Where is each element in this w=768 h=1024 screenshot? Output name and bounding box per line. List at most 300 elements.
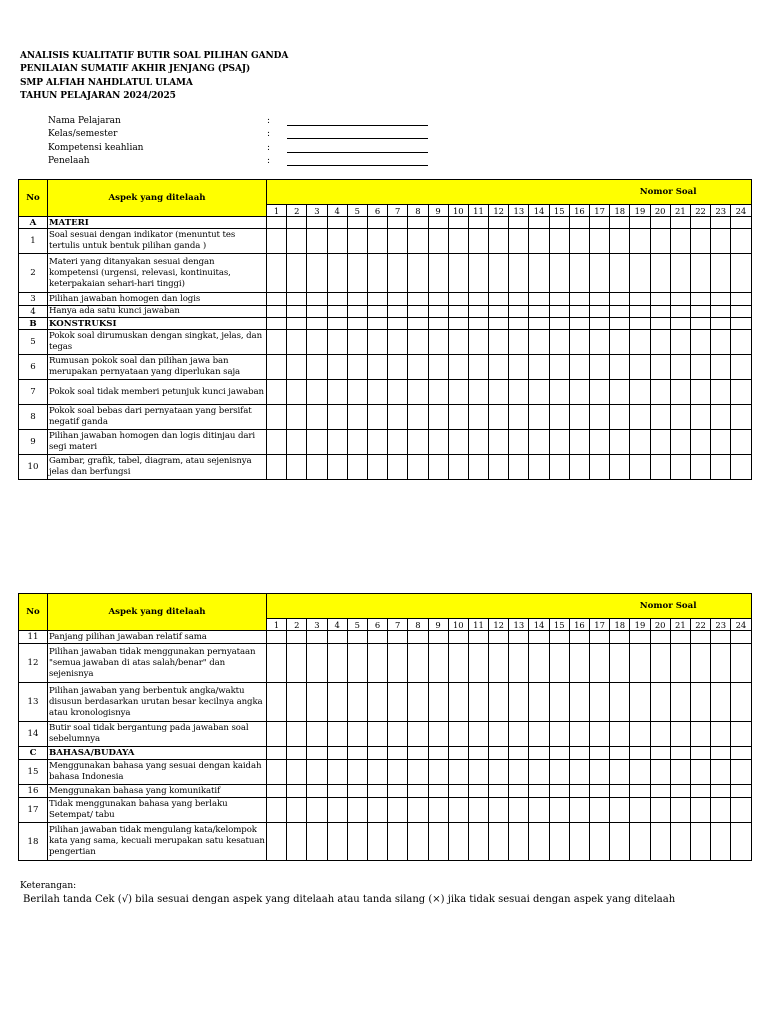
check-cell[interactable] bbox=[509, 644, 529, 683]
check-cell[interactable] bbox=[670, 798, 690, 823]
check-cell[interactable] bbox=[468, 722, 488, 747]
check-cell[interactable] bbox=[307, 631, 327, 644]
check-cell[interactable] bbox=[731, 229, 751, 254]
check-cell[interactable] bbox=[448, 293, 468, 306]
check-cell[interactable] bbox=[489, 318, 509, 330]
check-cell[interactable] bbox=[569, 798, 589, 823]
check-cell[interactable] bbox=[489, 405, 509, 430]
check-cell[interactable] bbox=[347, 405, 367, 430]
check-cell[interactable] bbox=[287, 229, 307, 254]
check-cell[interactable] bbox=[267, 823, 287, 861]
check-cell[interactable] bbox=[267, 293, 287, 306]
check-cell[interactable] bbox=[731, 355, 751, 380]
check-cell[interactable] bbox=[327, 217, 347, 229]
check-cell[interactable] bbox=[448, 644, 468, 683]
check-cell[interactable] bbox=[347, 330, 367, 355]
check-cell[interactable] bbox=[307, 293, 327, 306]
check-cell[interactable] bbox=[267, 798, 287, 823]
check-cell[interactable] bbox=[711, 722, 731, 747]
check-cell[interactable] bbox=[408, 644, 428, 683]
check-cell[interactable] bbox=[529, 380, 549, 405]
check-cell[interactable] bbox=[569, 683, 589, 722]
check-cell[interactable] bbox=[267, 430, 287, 455]
check-cell[interactable] bbox=[468, 318, 488, 330]
check-cell[interactable] bbox=[468, 747, 488, 760]
check-cell[interactable] bbox=[690, 330, 710, 355]
check-cell[interactable] bbox=[287, 405, 307, 430]
check-cell[interactable] bbox=[630, 380, 650, 405]
check-cell[interactable] bbox=[610, 455, 630, 480]
check-cell[interactable] bbox=[610, 217, 630, 229]
check-cell[interactable] bbox=[549, 798, 569, 823]
check-cell[interactable] bbox=[529, 722, 549, 747]
check-cell[interactable] bbox=[367, 760, 387, 785]
check-cell[interactable] bbox=[650, 722, 670, 747]
check-cell[interactable] bbox=[448, 254, 468, 293]
check-cell[interactable] bbox=[590, 330, 610, 355]
check-cell[interactable] bbox=[489, 785, 509, 798]
check-cell[interactable] bbox=[670, 217, 690, 229]
check-cell[interactable] bbox=[327, 785, 347, 798]
check-cell[interactable] bbox=[347, 798, 367, 823]
check-cell[interactable] bbox=[711, 380, 731, 405]
check-cell[interactable] bbox=[731, 380, 751, 405]
check-cell[interactable] bbox=[509, 785, 529, 798]
check-cell[interactable] bbox=[327, 644, 347, 683]
check-cell[interactable] bbox=[347, 631, 367, 644]
check-cell[interactable] bbox=[267, 747, 287, 760]
check-cell[interactable] bbox=[327, 330, 347, 355]
check-cell[interactable] bbox=[307, 760, 327, 785]
check-cell[interactable] bbox=[569, 722, 589, 747]
check-cell[interactable] bbox=[489, 722, 509, 747]
check-cell[interactable] bbox=[388, 217, 408, 229]
check-cell[interactable] bbox=[670, 760, 690, 785]
check-cell[interactable] bbox=[287, 293, 307, 306]
check-cell[interactable] bbox=[731, 760, 751, 785]
check-cell[interactable] bbox=[489, 631, 509, 644]
check-cell[interactable] bbox=[569, 405, 589, 430]
check-cell[interactable] bbox=[650, 293, 670, 306]
check-cell[interactable] bbox=[650, 405, 670, 430]
check-cell[interactable] bbox=[690, 823, 710, 861]
check-cell[interactable] bbox=[529, 229, 549, 254]
check-cell[interactable] bbox=[549, 405, 569, 430]
check-cell[interactable] bbox=[549, 455, 569, 480]
check-cell[interactable] bbox=[690, 229, 710, 254]
check-cell[interactable] bbox=[529, 455, 549, 480]
check-cell[interactable] bbox=[347, 355, 367, 380]
check-cell[interactable] bbox=[650, 380, 670, 405]
check-cell[interactable] bbox=[307, 405, 327, 430]
check-cell[interactable] bbox=[529, 430, 549, 455]
check-cell[interactable] bbox=[549, 644, 569, 683]
check-cell[interactable] bbox=[267, 229, 287, 254]
check-cell[interactable] bbox=[549, 330, 569, 355]
check-cell[interactable] bbox=[367, 631, 387, 644]
check-cell[interactable] bbox=[428, 380, 448, 405]
check-cell[interactable] bbox=[448, 798, 468, 823]
check-cell[interactable] bbox=[428, 430, 448, 455]
check-cell[interactable] bbox=[711, 631, 731, 644]
check-cell[interactable] bbox=[448, 330, 468, 355]
check-cell[interactable] bbox=[529, 683, 549, 722]
check-cell[interactable] bbox=[610, 631, 630, 644]
check-cell[interactable] bbox=[590, 631, 610, 644]
check-cell[interactable] bbox=[307, 229, 327, 254]
check-cell[interactable] bbox=[670, 430, 690, 455]
check-cell[interactable] bbox=[428, 823, 448, 861]
check-cell[interactable] bbox=[388, 747, 408, 760]
check-cell[interactable] bbox=[428, 355, 448, 380]
check-cell[interactable] bbox=[327, 823, 347, 861]
check-cell[interactable] bbox=[569, 330, 589, 355]
check-cell[interactable] bbox=[731, 747, 751, 760]
check-cell[interactable] bbox=[267, 330, 287, 355]
check-cell[interactable] bbox=[448, 217, 468, 229]
check-cell[interactable] bbox=[287, 355, 307, 380]
check-cell[interactable] bbox=[388, 330, 408, 355]
check-cell[interactable] bbox=[670, 254, 690, 293]
check-cell[interactable] bbox=[509, 722, 529, 747]
check-cell[interactable] bbox=[327, 631, 347, 644]
check-cell[interactable] bbox=[630, 722, 650, 747]
check-cell[interactable] bbox=[690, 430, 710, 455]
check-cell[interactable] bbox=[590, 785, 610, 798]
check-cell[interactable] bbox=[590, 380, 610, 405]
check-cell[interactable] bbox=[489, 430, 509, 455]
check-cell[interactable] bbox=[650, 430, 670, 455]
check-cell[interactable] bbox=[549, 306, 569, 318]
check-cell[interactable] bbox=[408, 318, 428, 330]
check-cell[interactable] bbox=[489, 683, 509, 722]
check-cell[interactable] bbox=[307, 722, 327, 747]
check-cell[interactable] bbox=[347, 318, 367, 330]
check-cell[interactable] bbox=[711, 254, 731, 293]
check-cell[interactable] bbox=[428, 229, 448, 254]
check-cell[interactable] bbox=[590, 644, 610, 683]
check-cell[interactable] bbox=[408, 217, 428, 229]
check-cell[interactable] bbox=[327, 306, 347, 318]
check-cell[interactable] bbox=[267, 380, 287, 405]
check-cell[interactable] bbox=[287, 823, 307, 861]
check-cell[interactable] bbox=[549, 293, 569, 306]
check-cell[interactable] bbox=[711, 785, 731, 798]
check-cell[interactable] bbox=[650, 229, 670, 254]
check-cell[interactable] bbox=[347, 430, 367, 455]
check-cell[interactable] bbox=[509, 823, 529, 861]
check-cell[interactable] bbox=[630, 823, 650, 861]
check-cell[interactable] bbox=[448, 823, 468, 861]
check-cell[interactable] bbox=[388, 380, 408, 405]
check-cell[interactable] bbox=[670, 318, 690, 330]
check-cell[interactable] bbox=[347, 722, 367, 747]
check-cell[interactable] bbox=[428, 455, 448, 480]
check-cell[interactable] bbox=[408, 380, 428, 405]
check-cell[interactable] bbox=[327, 293, 347, 306]
check-cell[interactable] bbox=[529, 798, 549, 823]
check-cell[interactable] bbox=[347, 683, 367, 722]
check-cell[interactable] bbox=[468, 405, 488, 430]
check-cell[interactable] bbox=[549, 217, 569, 229]
check-cell[interactable] bbox=[307, 318, 327, 330]
check-cell[interactable] bbox=[327, 380, 347, 405]
check-cell[interactable] bbox=[569, 644, 589, 683]
check-cell[interactable] bbox=[731, 631, 751, 644]
check-cell[interactable] bbox=[690, 644, 710, 683]
check-cell[interactable] bbox=[650, 760, 670, 785]
check-cell[interactable] bbox=[731, 455, 751, 480]
check-cell[interactable] bbox=[489, 355, 509, 380]
check-cell[interactable] bbox=[711, 355, 731, 380]
check-cell[interactable] bbox=[690, 293, 710, 306]
check-cell[interactable] bbox=[448, 229, 468, 254]
check-cell[interactable] bbox=[569, 785, 589, 798]
check-cell[interactable] bbox=[388, 405, 408, 430]
check-cell[interactable] bbox=[630, 785, 650, 798]
check-cell[interactable] bbox=[590, 747, 610, 760]
check-cell[interactable] bbox=[428, 330, 448, 355]
check-cell[interactable] bbox=[529, 631, 549, 644]
check-cell[interactable] bbox=[408, 631, 428, 644]
check-cell[interactable] bbox=[650, 683, 670, 722]
check-cell[interactable] bbox=[569, 430, 589, 455]
check-cell[interactable] bbox=[670, 683, 690, 722]
check-cell[interactable] bbox=[428, 785, 448, 798]
check-cell[interactable] bbox=[670, 785, 690, 798]
check-cell[interactable] bbox=[590, 355, 610, 380]
check-cell[interactable] bbox=[650, 747, 670, 760]
check-cell[interactable] bbox=[448, 430, 468, 455]
check-cell[interactable] bbox=[610, 722, 630, 747]
check-cell[interactable] bbox=[690, 722, 710, 747]
check-cell[interactable] bbox=[731, 405, 751, 430]
check-cell[interactable] bbox=[367, 293, 387, 306]
check-cell[interactable] bbox=[711, 823, 731, 861]
check-cell[interactable] bbox=[529, 306, 549, 318]
check-cell[interactable] bbox=[670, 722, 690, 747]
check-cell[interactable] bbox=[650, 798, 670, 823]
check-cell[interactable] bbox=[347, 217, 367, 229]
check-cell[interactable] bbox=[468, 330, 488, 355]
check-cell[interactable] bbox=[509, 217, 529, 229]
check-cell[interactable] bbox=[630, 318, 650, 330]
check-cell[interactable] bbox=[347, 380, 367, 405]
check-cell[interactable] bbox=[590, 229, 610, 254]
check-cell[interactable] bbox=[590, 405, 610, 430]
check-cell[interactable] bbox=[630, 229, 650, 254]
check-cell[interactable] bbox=[509, 293, 529, 306]
check-cell[interactable] bbox=[610, 798, 630, 823]
check-cell[interactable] bbox=[408, 355, 428, 380]
check-cell[interactable] bbox=[468, 760, 488, 785]
check-cell[interactable] bbox=[428, 747, 448, 760]
check-cell[interactable] bbox=[468, 380, 488, 405]
check-cell[interactable] bbox=[367, 722, 387, 747]
check-cell[interactable] bbox=[327, 683, 347, 722]
check-cell[interactable] bbox=[690, 785, 710, 798]
check-cell[interactable] bbox=[590, 823, 610, 861]
check-cell[interactable] bbox=[408, 430, 428, 455]
check-cell[interactable] bbox=[569, 631, 589, 644]
check-cell[interactable] bbox=[610, 823, 630, 861]
check-cell[interactable] bbox=[388, 798, 408, 823]
check-cell[interactable] bbox=[408, 798, 428, 823]
check-cell[interactable] bbox=[327, 798, 347, 823]
check-cell[interactable] bbox=[711, 330, 731, 355]
check-cell[interactable] bbox=[489, 380, 509, 405]
check-cell[interactable] bbox=[630, 330, 650, 355]
check-cell[interactable] bbox=[529, 355, 549, 380]
check-cell[interactable] bbox=[731, 798, 751, 823]
check-cell[interactable] bbox=[468, 785, 488, 798]
check-cell[interactable] bbox=[347, 760, 367, 785]
check-cell[interactable] bbox=[267, 405, 287, 430]
check-cell[interactable] bbox=[307, 644, 327, 683]
check-cell[interactable] bbox=[428, 760, 448, 785]
check-cell[interactable] bbox=[590, 430, 610, 455]
check-cell[interactable] bbox=[549, 254, 569, 293]
check-cell[interactable] bbox=[690, 747, 710, 760]
check-cell[interactable] bbox=[367, 747, 387, 760]
check-cell[interactable] bbox=[267, 355, 287, 380]
check-cell[interactable] bbox=[630, 455, 650, 480]
check-cell[interactable] bbox=[267, 217, 287, 229]
check-cell[interactable] bbox=[610, 760, 630, 785]
check-cell[interactable] bbox=[690, 318, 710, 330]
check-cell[interactable] bbox=[327, 430, 347, 455]
check-cell[interactable] bbox=[529, 747, 549, 760]
check-cell[interactable] bbox=[569, 747, 589, 760]
check-cell[interactable] bbox=[630, 798, 650, 823]
check-cell[interactable] bbox=[569, 823, 589, 861]
check-cell[interactable] bbox=[327, 318, 347, 330]
check-cell[interactable] bbox=[610, 785, 630, 798]
check-cell[interactable] bbox=[670, 355, 690, 380]
check-cell[interactable] bbox=[448, 455, 468, 480]
check-cell[interactable] bbox=[529, 405, 549, 430]
check-cell[interactable] bbox=[489, 798, 509, 823]
check-cell[interactable] bbox=[731, 330, 751, 355]
check-cell[interactable] bbox=[468, 217, 488, 229]
check-cell[interactable] bbox=[509, 405, 529, 430]
check-cell[interactable] bbox=[731, 644, 751, 683]
check-cell[interactable] bbox=[670, 405, 690, 430]
check-cell[interactable] bbox=[489, 229, 509, 254]
check-cell[interactable] bbox=[347, 293, 367, 306]
check-cell[interactable] bbox=[590, 683, 610, 722]
check-cell[interactable] bbox=[489, 330, 509, 355]
check-cell[interactable] bbox=[448, 722, 468, 747]
check-cell[interactable] bbox=[670, 229, 690, 254]
check-cell[interactable] bbox=[307, 747, 327, 760]
check-cell[interactable] bbox=[489, 760, 509, 785]
field-fill-line[interactable] bbox=[287, 125, 428, 126]
check-cell[interactable] bbox=[650, 455, 670, 480]
check-cell[interactable] bbox=[408, 760, 428, 785]
check-cell[interactable] bbox=[650, 217, 670, 229]
check-cell[interactable] bbox=[650, 631, 670, 644]
check-cell[interactable] bbox=[711, 430, 731, 455]
check-cell[interactable] bbox=[590, 760, 610, 785]
check-cell[interactable] bbox=[307, 330, 327, 355]
check-cell[interactable] bbox=[408, 455, 428, 480]
check-cell[interactable] bbox=[630, 217, 650, 229]
check-cell[interactable] bbox=[711, 405, 731, 430]
check-cell[interactable] bbox=[529, 644, 549, 683]
check-cell[interactable] bbox=[468, 798, 488, 823]
check-cell[interactable] bbox=[529, 217, 549, 229]
check-cell[interactable] bbox=[347, 306, 367, 318]
check-cell[interactable] bbox=[529, 318, 549, 330]
check-cell[interactable] bbox=[670, 747, 690, 760]
check-cell[interactable] bbox=[711, 747, 731, 760]
check-cell[interactable] bbox=[367, 380, 387, 405]
check-cell[interactable] bbox=[267, 306, 287, 318]
check-cell[interactable] bbox=[388, 318, 408, 330]
check-cell[interactable] bbox=[569, 380, 589, 405]
check-cell[interactable] bbox=[569, 318, 589, 330]
field-fill-line[interactable] bbox=[287, 138, 428, 139]
check-cell[interactable] bbox=[650, 318, 670, 330]
check-cell[interactable] bbox=[549, 722, 569, 747]
check-cell[interactable] bbox=[670, 330, 690, 355]
check-cell[interactable] bbox=[408, 747, 428, 760]
check-cell[interactable] bbox=[711, 229, 731, 254]
check-cell[interactable] bbox=[408, 785, 428, 798]
check-cell[interactable] bbox=[287, 683, 307, 722]
check-cell[interactable] bbox=[509, 455, 529, 480]
check-cell[interactable] bbox=[388, 631, 408, 644]
check-cell[interactable] bbox=[509, 683, 529, 722]
check-cell[interactable] bbox=[367, 355, 387, 380]
check-cell[interactable] bbox=[650, 355, 670, 380]
check-cell[interactable] bbox=[690, 355, 710, 380]
check-cell[interactable] bbox=[287, 455, 307, 480]
check-cell[interactable] bbox=[489, 644, 509, 683]
check-cell[interactable] bbox=[590, 306, 610, 318]
check-cell[interactable] bbox=[711, 217, 731, 229]
check-cell[interactable] bbox=[267, 455, 287, 480]
check-cell[interactable] bbox=[327, 254, 347, 293]
check-cell[interactable] bbox=[448, 318, 468, 330]
check-cell[interactable] bbox=[327, 405, 347, 430]
check-cell[interactable] bbox=[549, 823, 569, 861]
check-cell[interactable] bbox=[367, 330, 387, 355]
check-cell[interactable] bbox=[711, 306, 731, 318]
check-cell[interactable] bbox=[610, 683, 630, 722]
check-cell[interactable] bbox=[468, 306, 488, 318]
check-cell[interactable] bbox=[690, 631, 710, 644]
check-cell[interactable] bbox=[509, 760, 529, 785]
check-cell[interactable] bbox=[388, 254, 408, 293]
check-cell[interactable] bbox=[307, 823, 327, 861]
check-cell[interactable] bbox=[670, 293, 690, 306]
check-cell[interactable] bbox=[509, 330, 529, 355]
check-cell[interactable] bbox=[590, 798, 610, 823]
check-cell[interactable] bbox=[489, 823, 509, 861]
check-cell[interactable] bbox=[448, 683, 468, 722]
check-cell[interactable] bbox=[690, 306, 710, 318]
check-cell[interactable] bbox=[367, 430, 387, 455]
check-cell[interactable] bbox=[408, 823, 428, 861]
check-cell[interactable] bbox=[509, 229, 529, 254]
check-cell[interactable] bbox=[267, 683, 287, 722]
check-cell[interactable] bbox=[509, 798, 529, 823]
check-cell[interactable] bbox=[509, 355, 529, 380]
check-cell[interactable] bbox=[287, 330, 307, 355]
check-cell[interactable] bbox=[590, 217, 610, 229]
